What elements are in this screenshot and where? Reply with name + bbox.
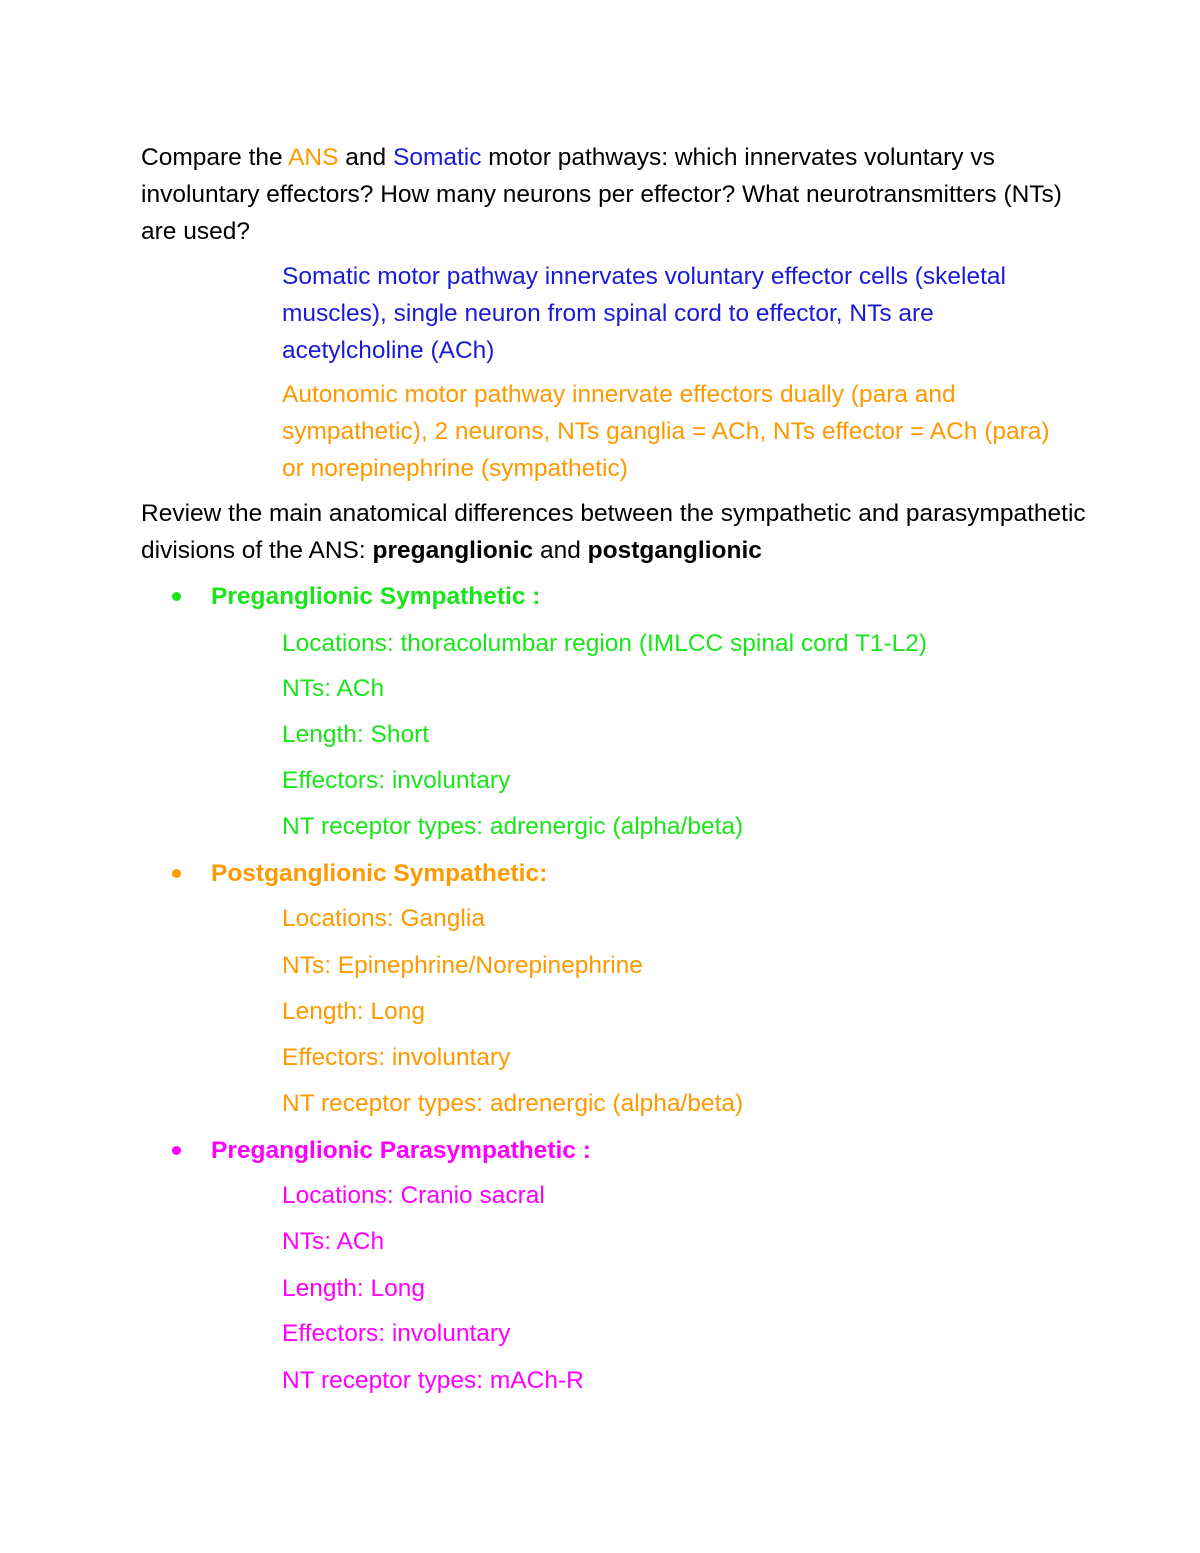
list-item: NTs: Epinephrine/Norepinephrine — [282, 952, 643, 979]
question-prefix: Compare the — [141, 144, 289, 171]
list-item: Effectors: involuntary — [282, 767, 511, 794]
section-preganglionic-sympathetic — [172, 578, 1072, 615]
list-item: Effectors: involuntary — [282, 1320, 511, 1347]
list-item: Locations: Ganglia — [282, 905, 485, 932]
list-item: Effectors: involuntary — [282, 1044, 511, 1071]
section-title: Preganglionic Sympathetic : — [211, 583, 541, 610]
list-item: NT receptor types: adrenergic (alpha/beta) — [282, 1090, 744, 1117]
answer-somatic: Somatic motor pathway innervates voluntary effector cells (skeletal muscles), single neuron from spinal cord to effector, NTs are acetylcholine (ACh) — [282, 263, 1006, 364]
question2-and: and — [533, 537, 588, 564]
question2-prefix: Review the main anatomical differences between the sympathetic and parasympathetic divisions of the ANS: — [141, 500, 1086, 564]
answer-autonomic: Autonomic motor pathway innervate effectors dually (para and sympathetic), 2 neurons, NTs ganglia = ACh, NTs effector = ACh (para) or norepinephrine (sympathetic) — [282, 381, 1050, 482]
question-ans-somatic — [141, 139, 1081, 250]
section-postganglionic-sympathetic — [172, 855, 1072, 892]
preganglionic-term: preganglionic — [372, 537, 534, 564]
somatic-term: Somatic — [392, 144, 482, 171]
question-rest: motor pathways: which innervates voluntary vs involuntary effectors? How many neurons per effector? What neurotransmitters (NTs) are used? — [141, 144, 1062, 245]
list-item: Locations: thoracolumbar region (IMLCC spinal cord T1-L2) — [282, 630, 928, 657]
postganglionic-term: postganglionic — [587, 537, 762, 564]
bullet-dot-icon — [172, 869, 181, 878]
question-anatomical-differences — [141, 495, 1101, 569]
question-and: and — [338, 144, 393, 171]
section-title: Preganglionic Parasympathetic : — [211, 1137, 591, 1164]
list-item: NTs: ACh — [282, 1228, 385, 1255]
ans-term: ANS — [288, 144, 339, 171]
bullet-dot-icon — [172, 1146, 181, 1155]
list-item: NT receptor types: mACh-R — [282, 1367, 584, 1394]
section-preganglionic-parasympathetic — [172, 1132, 1072, 1169]
list-item: Length: Long — [282, 998, 426, 1025]
list-item: Length: Short — [282, 721, 430, 748]
list-item: Locations: Cranio sacral — [282, 1182, 545, 1209]
list-item: Length: Long — [282, 1275, 426, 1302]
list-item: NTs: ACh — [282, 675, 385, 702]
section-title: Postganglionic Sympathetic: — [211, 860, 548, 887]
list-item: NT receptor types: adrenergic (alpha/beta) — [282, 813, 744, 840]
bullet-dot-icon — [172, 592, 181, 601]
